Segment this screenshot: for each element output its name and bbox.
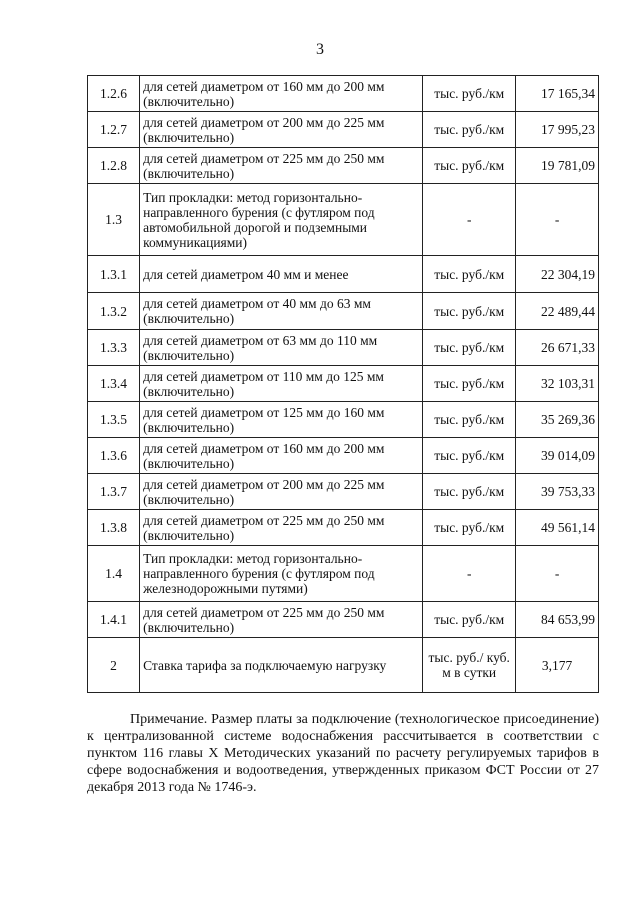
row-description: для сетей диаметром от 160 мм до 200 мм (включительно)	[140, 438, 423, 474]
row-value: 84 653,99	[516, 602, 599, 638]
table-row	[88, 293, 599, 330]
table-row	[88, 474, 599, 510]
row-number: 1.2.7	[88, 112, 140, 148]
page-number: 3	[316, 41, 324, 58]
table-row	[88, 256, 599, 293]
table-row	[88, 638, 599, 693]
table-row	[88, 112, 599, 148]
table-row	[88, 546, 599, 602]
row-value: 49 561,14	[516, 510, 599, 546]
row-number: 2	[88, 638, 140, 693]
row-description: для сетей диаметром от 225 мм до 250 мм (включительно)	[140, 602, 423, 638]
row-unit: -	[423, 184, 516, 256]
row-number: 1.3.7	[88, 474, 140, 510]
row-unit: -	[423, 546, 516, 602]
row-unit: тыс. руб./км	[423, 402, 516, 438]
table-row	[88, 510, 599, 546]
table-row	[88, 402, 599, 438]
table-row	[88, 366, 599, 402]
footnote-text: Примечание. Размер платы за подключение (технологическое присоединение) к централизованной системе водоснабжения рассчитывается в соответствии с пунктом 116 главы X Методических указаний по расчету регулируемых тарифов в сфере водоснабжения и водоотведения, утвержденных приказом ФСТ России от 27 декабря 2013 года № 1746-э.	[87, 712, 599, 795]
row-unit: тыс. руб./км	[423, 602, 516, 638]
row-number: 1.3.4	[88, 366, 140, 402]
row-unit: тыс. руб./км	[423, 366, 516, 402]
row-value: -	[516, 546, 599, 602]
row-unit: тыс. руб./км	[423, 330, 516, 366]
table-row	[88, 148, 599, 184]
table-row	[88, 76, 599, 112]
row-value: 22 304,19	[516, 256, 599, 293]
row-value: 17 995,23	[516, 112, 599, 148]
tariff-table	[87, 75, 599, 693]
row-unit: тыс. руб./км	[423, 148, 516, 184]
row-unit: тыс. руб./км	[423, 474, 516, 510]
row-number: 1.2.8	[88, 148, 140, 184]
row-description: для сетей диаметром от 110 мм до 125 мм (включительно)	[140, 366, 423, 402]
row-description: для сетей диаметром от 40 мм до 63 мм (включительно)	[140, 293, 423, 330]
row-unit: тыс. руб./км	[423, 76, 516, 112]
row-description: для сетей диаметром 40 мм и менее	[140, 256, 423, 293]
row-number: 1.3.6	[88, 438, 140, 474]
row-description: Тип прокладки: метод горизонтально-направленного бурения (с футляром под железнодорожными путями)	[140, 546, 423, 602]
table-row	[88, 602, 599, 638]
row-value: 39 014,09	[516, 438, 599, 474]
row-number: 1.2.6	[88, 76, 140, 112]
row-value: 32 103,31	[516, 366, 599, 402]
row-value: -	[516, 184, 599, 256]
row-value: 26 671,33	[516, 330, 599, 366]
table-row	[88, 438, 599, 474]
table-row	[88, 330, 599, 366]
row-description: для сетей диаметром от 160 мм до 200 мм (включительно)	[140, 76, 423, 112]
row-value: 17 165,34	[516, 76, 599, 112]
row-unit: тыс. руб./км	[423, 256, 516, 293]
row-value: 22 489,44	[516, 293, 599, 330]
row-value: 35 269,36	[516, 402, 599, 438]
row-value: 19 781,09	[516, 148, 599, 184]
row-description: для сетей диаметром от 125 мм до 160 мм (включительно)	[140, 402, 423, 438]
row-number: 1.3.8	[88, 510, 140, 546]
row-unit: тыс. руб./км	[423, 293, 516, 330]
row-description: для сетей диаметром от 225 мм до 250 мм (включительно)	[140, 510, 423, 546]
row-number: 1.3	[88, 184, 140, 256]
row-number: 1.3.3	[88, 330, 140, 366]
tariff-table-body	[88, 76, 599, 693]
row-description: для сетей диаметром от 200 мм до 225 мм (включительно)	[140, 112, 423, 148]
row-value: 39 753,33	[516, 474, 599, 510]
row-unit: тыс. руб./км	[423, 510, 516, 546]
row-description: Ставка тарифа за подключаемую нагрузку	[140, 638, 423, 693]
row-description: для сетей диаметром от 63 мм до 110 мм (включительно)	[140, 330, 423, 366]
row-number: 1.3.2	[88, 293, 140, 330]
table-row	[88, 184, 599, 256]
row-number: 1.4	[88, 546, 140, 602]
row-unit: тыс. руб./км	[423, 438, 516, 474]
row-number: 1.3.1	[88, 256, 140, 293]
row-description: Тип прокладки: метод горизонтально-направленного бурения (с футляром под автомобильной дорогой и подземными коммуникациями)	[140, 184, 423, 256]
row-description: для сетей диаметром от 225 мм до 250 мм (включительно)	[140, 148, 423, 184]
row-number: 1.4.1	[88, 602, 140, 638]
row-unit: тыс. руб./ куб. м в сутки	[423, 638, 516, 693]
row-number: 1.3.5	[88, 402, 140, 438]
row-description: для сетей диаметром от 200 мм до 225 мм (включительно)	[140, 474, 423, 510]
row-unit: тыс. руб./км	[423, 112, 516, 148]
row-value: 3,177	[516, 638, 599, 693]
